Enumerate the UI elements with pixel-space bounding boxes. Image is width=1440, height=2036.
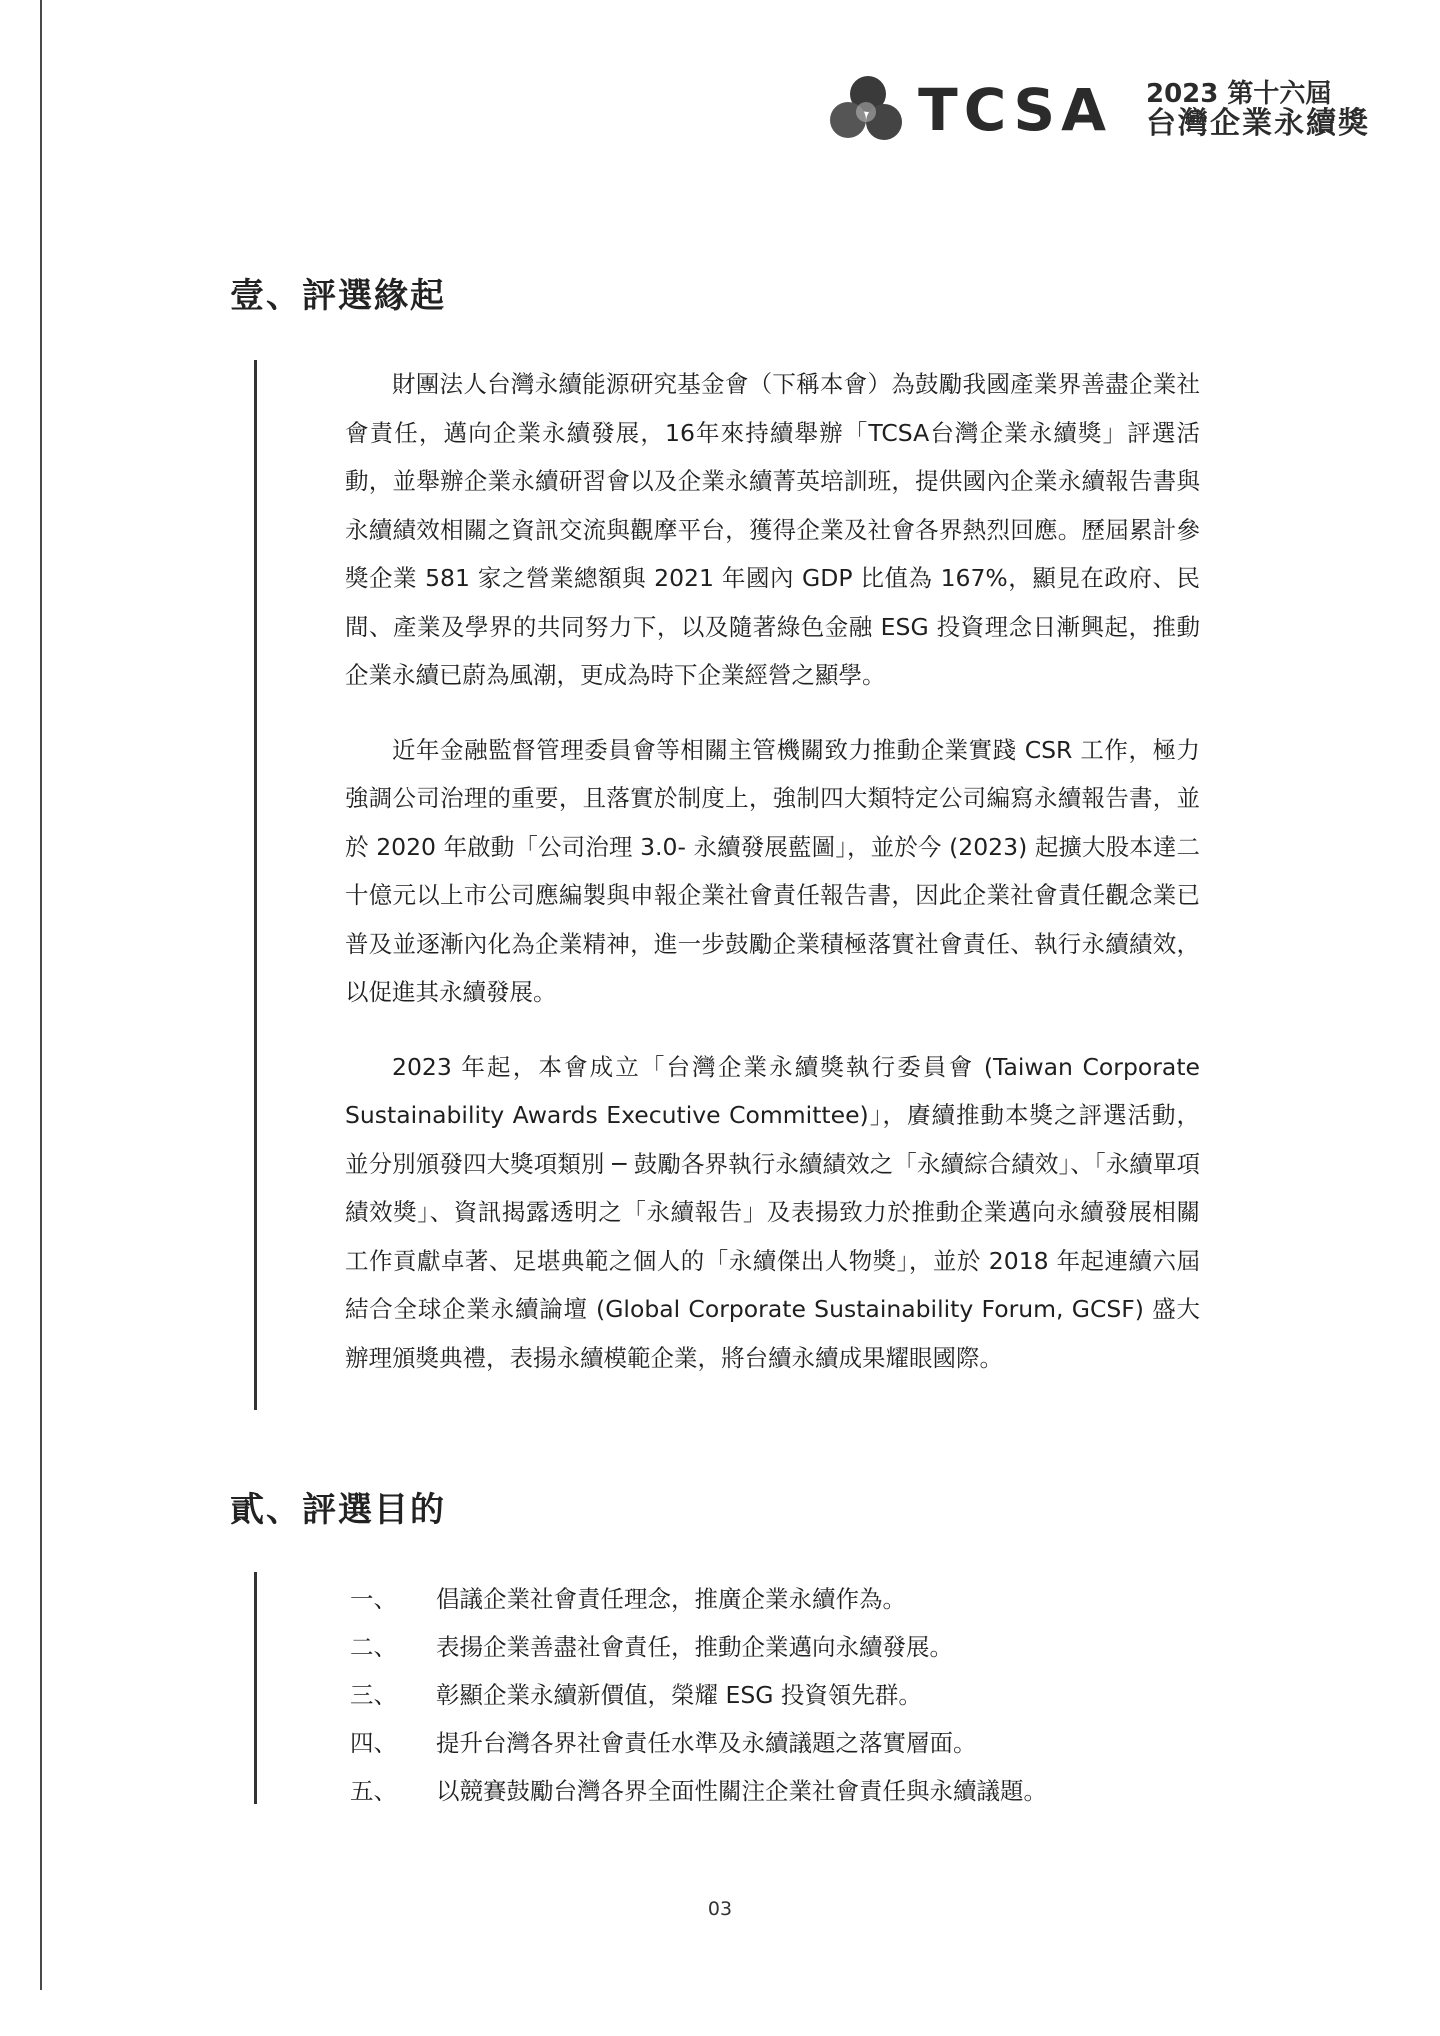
- list-item: [350, 1575, 1200, 1623]
- list-item: [350, 1767, 1200, 1815]
- page-number: 03: [707, 1898, 733, 1920]
- tcsa-logo: [826, 72, 1112, 148]
- award-edition: 2023 第十六屆: [1146, 78, 1332, 109]
- list-item-text: 彰顯企業永續新價值，榮耀 ESG 投資領先群。: [436, 1681, 922, 1709]
- section-body-origin: [345, 360, 1200, 1382]
- logo-wordmark: TCSA: [918, 76, 1112, 144]
- list-item-text: 提升台灣各界社會責任水準及永續議題之落實層面。: [436, 1729, 977, 1757]
- section-bar-purpose: [254, 1572, 257, 1804]
- list-item: [350, 1623, 1200, 1671]
- list-item: [350, 1671, 1200, 1719]
- list-item-number: 一、: [350, 1585, 397, 1613]
- award-title: [1146, 78, 1370, 141]
- list-item-number: 四、: [350, 1729, 397, 1757]
- section-title-origin: 壹、評選緣起: [230, 276, 446, 316]
- paragraph-2: 近年金融監督管理委員會等相關主管機關致力推動企業實踐 CSR 工作，極力強調公司治理的重要，且落實於制度上，強制四大類特定公司編寫永續報告書，並於 2020 年啟動「公司治理 3.0- 永續發展藍圖」，並於今 (2023) 起擴大股本達二十億元以上市公司應編製與申報企業社會責任報告書，因此企業社會責任觀念業已普及並逐漸內化為企業精神，進一步鼓勵企業積極落實社會責任、執行永續績效，以促進其永續發展。: [345, 735, 1200, 1006]
- list-item-number: 二、: [350, 1633, 397, 1661]
- paragraph-3: 2023 年起，本會成立「台灣企業永續獎執行委員會 (Taiwan Corporate Sustainability Awards Executive Committee)」，賡續推動本獎之評選活動，並分別頒發四大獎項類別 ─ 鼓勵各界執行永續績效之「永續綜合績效」、「永續單項績效獎」、資訊揭露透明之「永續報告」及表揚致力於推動企業邁向永續發展相關工作貢獻卓著、足堪典範之個人的「永續傑出人物獎」，並於 2018 年起連續六屆結合全球企業永續論壇 (Global Corporate Sustainability Forum, GCSF) 盛大辦理頒獎典禮，表揚永續模範企業，將台續永續成果耀眼國際。: [345, 1052, 1200, 1372]
- list-item-number: 三、: [350, 1681, 397, 1709]
- tcsa-logo-mark-icon: [826, 72, 906, 148]
- list-item-text: 倡議企業社會責任理念，推廣企業永續作為。: [436, 1585, 906, 1613]
- list-item-text: 以競賽鼓勵台灣各界全面性關注企業社會責任與永續議題。: [436, 1777, 1047, 1805]
- section-bar-origin: [254, 360, 257, 1410]
- list-item-text: 表揚企業善盡社會責任，推動企業邁向永續發展。: [436, 1633, 953, 1661]
- award-name: 台灣企業永續獎: [1146, 105, 1370, 141]
- paragraph-1: 財團法人台灣永續能源研究基金會（下稱本會）為鼓勵我國產業界善盡企業社會責任，邁向企業永續發展，16年來持續舉辦「TCSA台灣企業永續獎」評選活動，並舉辦企業永續研習會以及企業永續菁英培訓班，提供國內企業永續報告書與永續績效相關之資訊交流與觀摩平台，獲得企業及社會各界熱烈回應。歷屆累計參獎企業 581 家之營業總額與 2021 年國內 GDP 比值為 167%，顯見在政府、民間、產業及學界的共同努力下，以及隨著綠色金融 ESG 投資理念日漸興起，推動企業永續已蔚為風潮，更成為時下企業經營之顯學。: [345, 370, 1200, 689]
- purpose-list: [350, 1575, 1200, 1815]
- section-title-purpose: 貳、評選目的: [230, 1490, 446, 1530]
- list-item-number: 五、: [350, 1777, 397, 1805]
- scan-margin-line: [40, 0, 42, 1990]
- list-item: [350, 1719, 1200, 1767]
- page-header: [826, 70, 1370, 150]
